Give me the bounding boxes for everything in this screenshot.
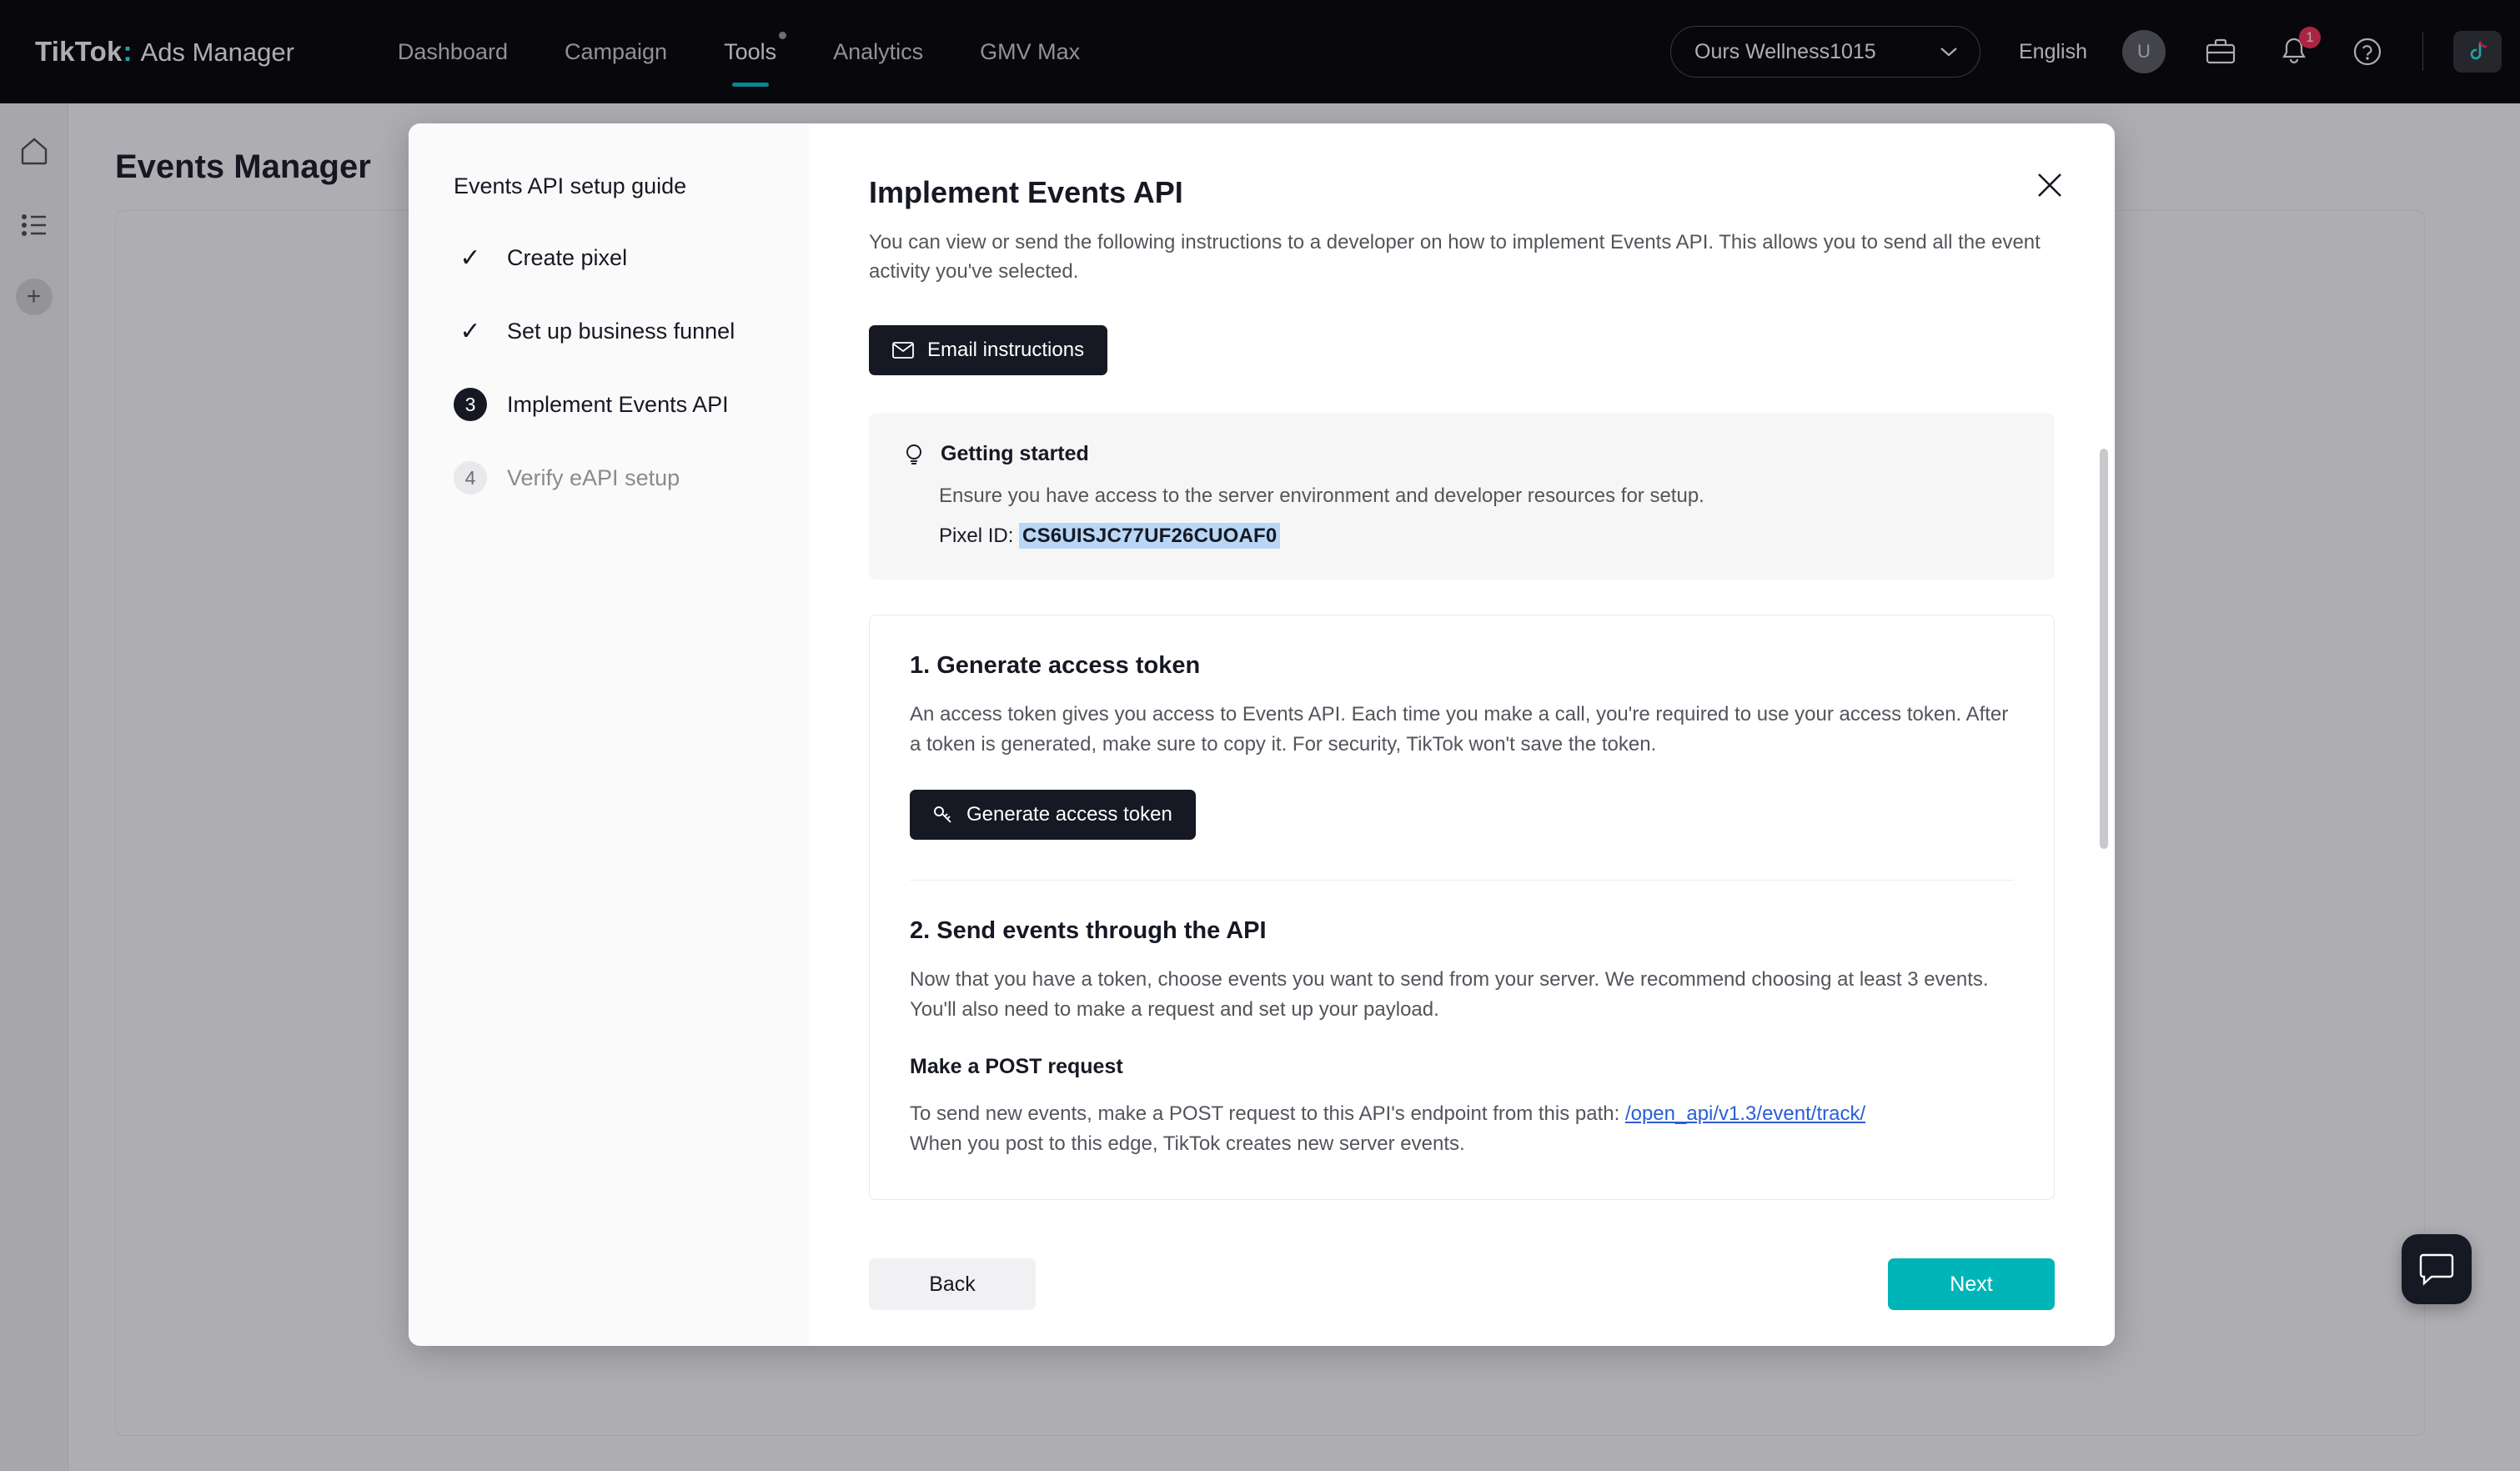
nav-label: Tools [724,38,777,64]
api-steps-panel [869,615,2055,1200]
generate-access-token-label: Generate access token [966,802,1172,826]
key-icon [933,805,953,825]
plus-icon: + [26,283,42,310]
api-endpoint-link[interactable]: /open_api/v1.3/event/track/ [1624,1102,1866,1125]
brand-tiktok-text: TikTok [35,36,123,67]
modal-subtitle: You can view or send the following instructions to a developer on how to implement Events API. This allows you to send all the event activity you've selected. [869,231,2041,283]
nav-label: GMV Max [980,38,1081,64]
setup-guide-sidebar [409,123,809,1346]
panel-divider [910,880,2014,881]
pixel-id-label: Pixel ID: [939,524,1014,547]
step-check-icon: ✓ [459,317,481,345]
nav-label: Analytics [833,38,924,64]
pixel-id-value[interactable]: CS6UISJC77UF26CUOAF0 [1019,523,1280,549]
setup-step-implement-events-api[interactable] [454,388,809,421]
getting-started-text: Ensure you have access to the server environment and developer resources for setup. [939,484,1704,507]
step-number-badge: 4 [454,461,487,495]
modal-footer [809,1222,2115,1346]
account-name: Ours Wellness1015 [1694,39,1876,63]
back-button[interactable]: Back [869,1258,1036,1310]
post-request-suffix: When you post to this edge, TikTok creates new server events. [910,1132,1465,1155]
chat-bubble-icon [2418,1253,2455,1286]
post-request-text [910,1099,2014,1159]
setup-guide-title: Events API setup guide [454,173,687,198]
modal-scrollbar-thumb[interactable] [2100,449,2108,849]
generate-access-token-button[interactable] [910,790,1196,840]
step-label: Set up business funnel [507,318,735,344]
email-instructions-label: Email instructions [927,338,1085,361]
setup-step-business-funnel[interactable] [454,314,809,348]
next-button[interactable]: Next [1888,1258,2055,1310]
modal-scroll-region [809,123,2115,1222]
post-request-heading: Make a POST request [910,1054,1123,1078]
step-check-icon: ✓ [459,243,481,272]
notification-badge: 1 [2299,27,2321,48]
lightbulb-icon [902,442,926,465]
section-1-heading: 1. Generate access token [910,651,1201,679]
avatar-initial: U [2137,41,2151,62]
getting-started-heading-row [902,442,2021,466]
language-label: English [2019,39,2087,63]
modal-main-area [809,123,2115,1346]
page-title: Events Manager [115,148,371,185]
step-label: Implement Events API [507,391,729,417]
section-1-body: An access token gives you access to Events API. Each time you make a call, you're required to use your access token. After a token is generated, make sure to copy it. For security, TikTok won't save the token. [910,702,2009,756]
brand-colon-text: : [123,36,133,67]
brand-ads-manager-text: Ads Manager [140,38,294,67]
modal-title: Implement Events API [869,175,1183,209]
nav-label: Campaign [565,38,668,64]
getting-started-panel [869,414,2055,580]
implement-events-api-modal [409,123,2115,1346]
support-chat-button[interactable] [2402,1234,2472,1304]
step-number-badge: 3 [454,388,487,421]
section-2-heading: 2. Send events through the API [910,916,1267,944]
section-2-body: Now that you have a token, choose events you want to send from your server. We recommend choosing at least 3 events. You'll also need to make a request and set up your payload. [910,967,1989,1021]
setup-step-verify-eapi[interactable] [454,461,809,495]
setup-step-create-pixel[interactable] [454,241,809,274]
nav-label: Dashboard [397,38,508,64]
post-request-prefix: To send new events, make a POST request to this API's endpoint from this path: [910,1102,1620,1125]
pixel-id-row [939,525,2021,548]
getting-started-title: Getting started [941,441,1089,465]
step-label: Create pixel [507,244,628,270]
step-label: Verify eAPI setup [507,464,680,490]
envelope-icon [892,342,914,359]
email-instructions-button[interactable] [869,325,1107,375]
email-instructions-wrap [869,325,2055,375]
